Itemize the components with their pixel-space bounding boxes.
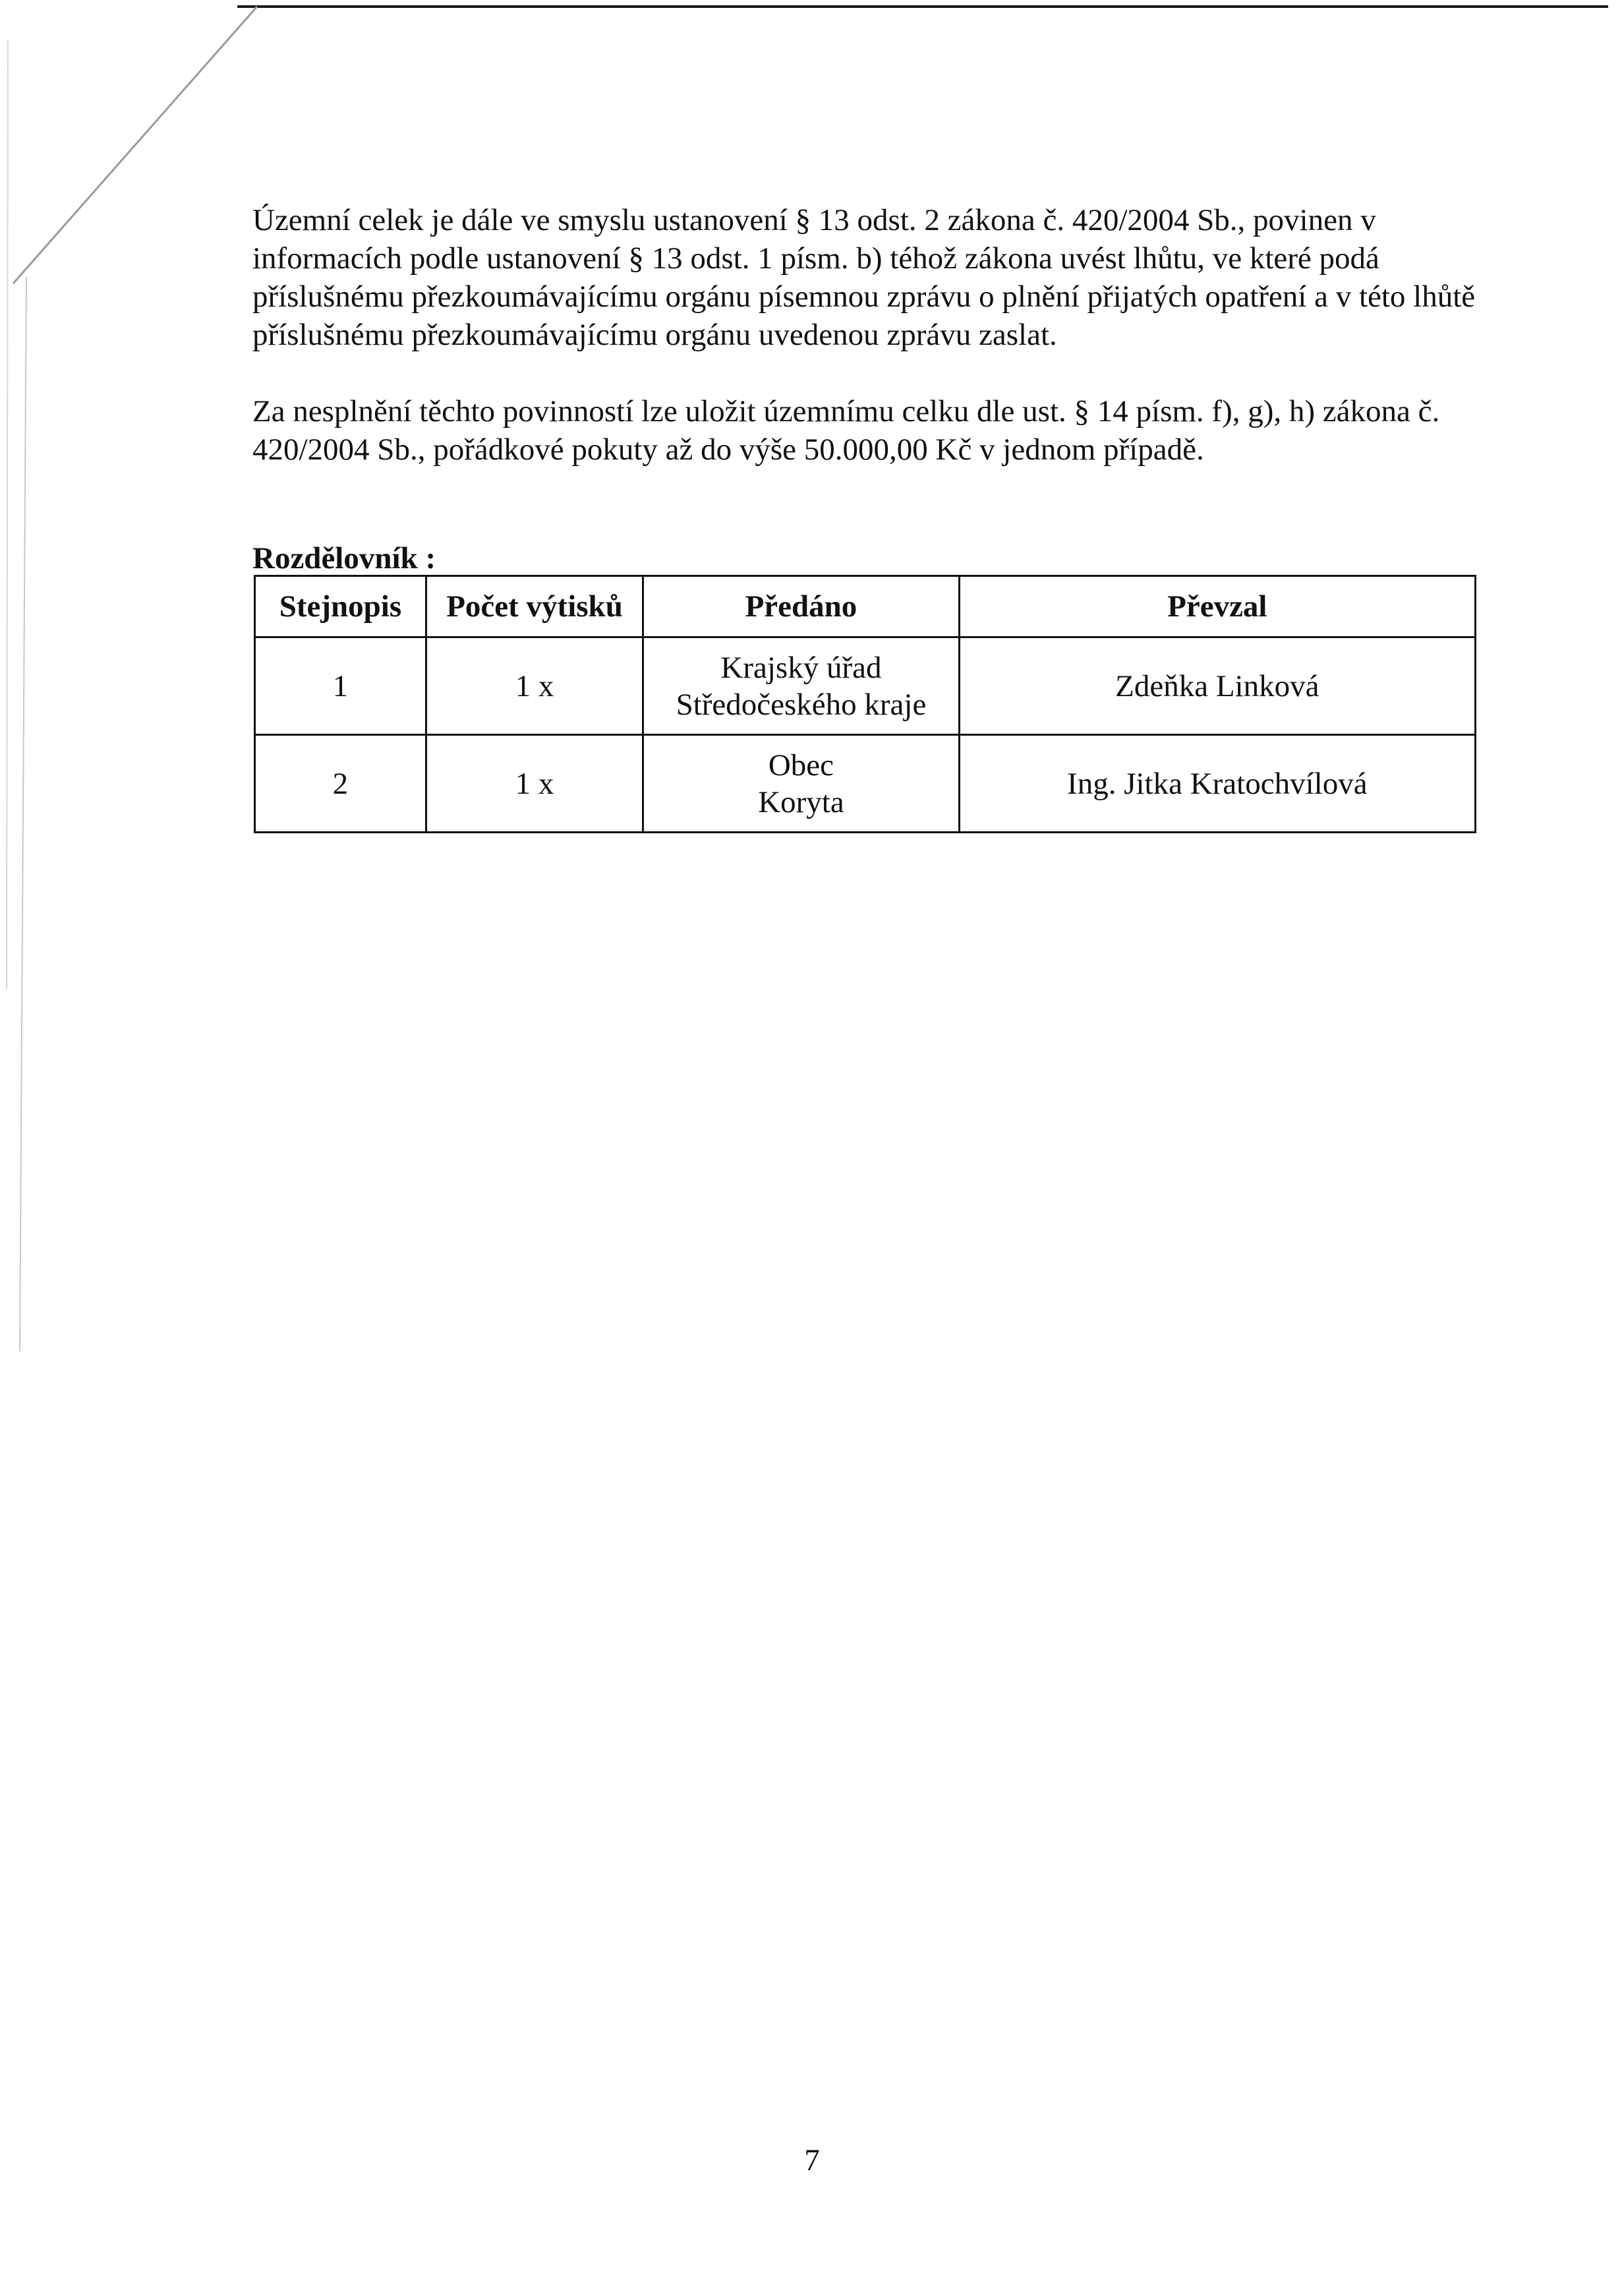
cell-count: 1 x (426, 735, 643, 833)
cell-count: 1 x (426, 637, 643, 735)
cell-received-by: Zdeňka Linková (959, 637, 1475, 735)
header-handed-over: Předáno (643, 576, 959, 637)
header-received-by: Převzal (959, 576, 1475, 637)
cell-received-by: Ing. Jitka Kratochvílová (959, 735, 1475, 833)
distribution-table (254, 575, 1476, 833)
scan-top-edge (237, 5, 1608, 8)
table-row (255, 735, 1476, 833)
paragraph-obligation: Územní celek je dále ve smyslu ustanovení § 13 odst. 2 zákona č. 420/2004 Sb., povinen v informacích podle ustanovení § 13 odst. 1 písm. b) téhož zákona uvést lhůtu, ve které podá příslušnému přezkoumávajícímu orgánu písemnou zprávu o plnění přijatých opatření a v této lhůtě příslušnému přezkoumávajícímu orgánu uvedenou zprávu zaslat. (252, 203, 1476, 352)
table-header-row (255, 576, 1476, 637)
header-copy: Stejnopis (255, 576, 426, 637)
handed-over-line: Obec (768, 748, 834, 782)
cell-copy: 1 (255, 637, 426, 735)
handed-over-line: Koryta (758, 784, 844, 819)
distribution-label: Rozdělovník : (252, 541, 436, 576)
handed-over-line: Krajský úřad (720, 650, 882, 685)
paragraph-penalty: Za nesplnění těchto povinností lze uložit územnímu celku dle ust. § 14 písm. f), g), h) zákona č. 420/2004 Sb., pořádkové pokuty až do výše 50.000,00 Kč v jednom případě. (252, 394, 1440, 467)
table-row (255, 637, 1476, 735)
page-number: 7 (804, 2143, 820, 2177)
header-count: Počet výtisků (426, 576, 643, 637)
scan-fold-artifact (0, 0, 277, 1384)
cell-copy: 2 (255, 735, 426, 833)
cell-handed-over (643, 637, 959, 735)
cell-handed-over (643, 735, 959, 833)
handed-over-line: Středočeského kraje (676, 687, 927, 722)
